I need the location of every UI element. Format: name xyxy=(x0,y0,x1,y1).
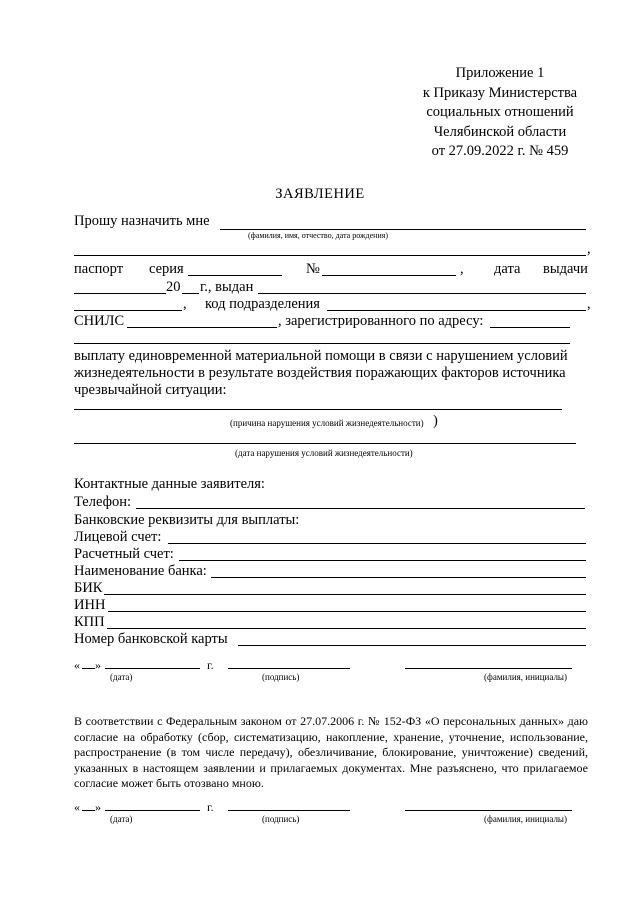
purpose-line-3: чрезвычайной ситуации: xyxy=(74,382,227,398)
sig1-quote-open: « xyxy=(74,658,80,672)
bank-name-field[interactable] xyxy=(211,577,586,578)
applicant-name-field[interactable] xyxy=(220,229,586,230)
applicant-name-field-2[interactable] xyxy=(74,255,586,256)
passport-number-field[interactable] xyxy=(322,275,456,276)
sig1-month-field[interactable] xyxy=(105,668,200,669)
phone-label: Телефон: xyxy=(74,494,132,510)
contacts-header: Контактные данные заявителя: xyxy=(74,476,265,492)
appendix-line-1: Приложение 1 xyxy=(455,65,545,81)
division-code-end-comma: , xyxy=(587,296,591,312)
inn-field[interactable] xyxy=(108,611,586,612)
sig2-month-field[interactable] xyxy=(105,810,200,811)
passport-number-label: № xyxy=(306,261,320,277)
bank-name-label: Наименование банка: xyxy=(74,563,207,579)
passport-year-field[interactable] xyxy=(182,293,199,294)
disruption-date-field[interactable] xyxy=(74,443,576,444)
purpose-line-1: выплату единовременной материальной помощи в связи с нарушением условий xyxy=(74,348,568,364)
sig2-name-hint: (фамилия, инициалы) xyxy=(484,814,567,824)
settlement-account-field[interactable] xyxy=(179,560,586,561)
passport-issued-by-field[interactable] xyxy=(258,293,586,294)
personal-account-field[interactable] xyxy=(168,543,586,544)
bik-label: БИК xyxy=(74,580,103,596)
reason-paren: ) xyxy=(433,413,438,429)
appendix-line-2: к Приказу Министерства xyxy=(422,84,578,101)
phone-field[interactable] xyxy=(136,508,585,509)
appendix-line-3: социальных отношений xyxy=(426,104,574,120)
passport-issued-label: выдачи xyxy=(543,261,588,277)
sig2-quote-open: « xyxy=(74,800,80,814)
settlement-account-label: Расчетный счет: xyxy=(74,546,174,562)
sig1-sign-hint: (подпись) xyxy=(262,672,300,682)
sig2-year-label: г. xyxy=(207,800,214,814)
division-code-comma: , xyxy=(183,296,187,312)
kpp-field[interactable] xyxy=(107,628,586,629)
sig1-date-hint: (дата) xyxy=(110,672,133,682)
appendix-line-5: от 27.09.2022 г. № 459 xyxy=(431,143,569,159)
sig2-sign-hint: (подпись) xyxy=(262,814,300,824)
request-comma: , xyxy=(587,241,591,257)
inn-label: ИНН xyxy=(74,597,106,613)
sig1-day-field[interactable] xyxy=(82,668,95,669)
division-code-label: код подразделения xyxy=(205,296,320,312)
appendix-line-4: Челябинской области xyxy=(433,123,567,140)
sig2-quote-close: » xyxy=(95,800,101,814)
request-label: Прошу назначить мне xyxy=(74,213,210,229)
applicant-name-hint: (фамилия, имя, отчество, дата рождения) xyxy=(248,231,389,240)
bik-field[interactable] xyxy=(104,594,586,595)
reason-hint: (причина нарушения условий жизнедеятельности) xyxy=(230,418,424,428)
consent-text: В соответствии с Федеральным законом от 27.07.2006 г. № 152-ФЗ «О персональных данных» даю согласие на обработку (сбор, систематизацию, накопление, хранение, уточнение, использование, распространение (в том числе передачу), обезличивание, блокирование, уничтожение) сведений, указанных в настоящем заявлении и прилагаемых документах. Мне разъяснено, что прилагаемое согласие может быть отозвано мною. xyxy=(74,714,588,790)
sig1-name-hint: (фамилия, инициалы) xyxy=(484,672,567,682)
passport-series-label: серия xyxy=(149,261,184,277)
registered-address-field-2[interactable] xyxy=(74,343,570,344)
sig1-signature-field[interactable] xyxy=(228,668,350,669)
snils-label: СНИЛС xyxy=(74,313,125,329)
reason-field[interactable] xyxy=(74,409,562,410)
division-code-field[interactable] xyxy=(327,310,586,311)
card-number-field[interactable] xyxy=(238,645,586,646)
passport-issued-by-field-2[interactable] xyxy=(74,310,182,311)
kpp-label: КПП xyxy=(74,614,105,630)
snils-field[interactable] xyxy=(127,327,277,328)
sig1-quote-close: » xyxy=(95,658,101,672)
purpose-line-2: жизнедеятельности в результате воздействия поражающих факторов источника xyxy=(74,365,566,381)
sig2-day-field[interactable] xyxy=(82,810,95,811)
sig1-name-field[interactable] xyxy=(405,668,572,669)
passport-series-field[interactable] xyxy=(188,275,282,276)
sig2-signature-field[interactable] xyxy=(228,810,350,811)
passport-issue-date-field[interactable] xyxy=(74,293,166,294)
passport-issued-by-label: г., выдан xyxy=(200,279,254,295)
disruption-date-hint: (дата нарушения условий жизнедеятельности) xyxy=(235,448,413,458)
sig1-year-label: г. xyxy=(207,658,214,672)
document-title: ЗАЯВЛЕНИЕ xyxy=(275,186,365,202)
registered-address-field[interactable] xyxy=(490,327,570,328)
passport-comma: , xyxy=(460,261,464,277)
appendix-header xyxy=(405,64,595,162)
bank-details-header: Банковские реквизиты для выплаты: xyxy=(74,512,300,528)
sig2-date-hint: (дата) xyxy=(110,814,133,824)
registered-address-label: , зарегистрированного по адресу: xyxy=(278,313,484,329)
personal-account-label: Лицевой счет: xyxy=(74,529,162,545)
passport-date-label: дата xyxy=(494,261,521,277)
passport-year-prefix: 20 xyxy=(166,279,181,295)
card-number-label: Номер банковской карты xyxy=(74,631,228,647)
passport-label: паспорт xyxy=(74,261,124,277)
sig2-name-field[interactable] xyxy=(405,810,572,811)
